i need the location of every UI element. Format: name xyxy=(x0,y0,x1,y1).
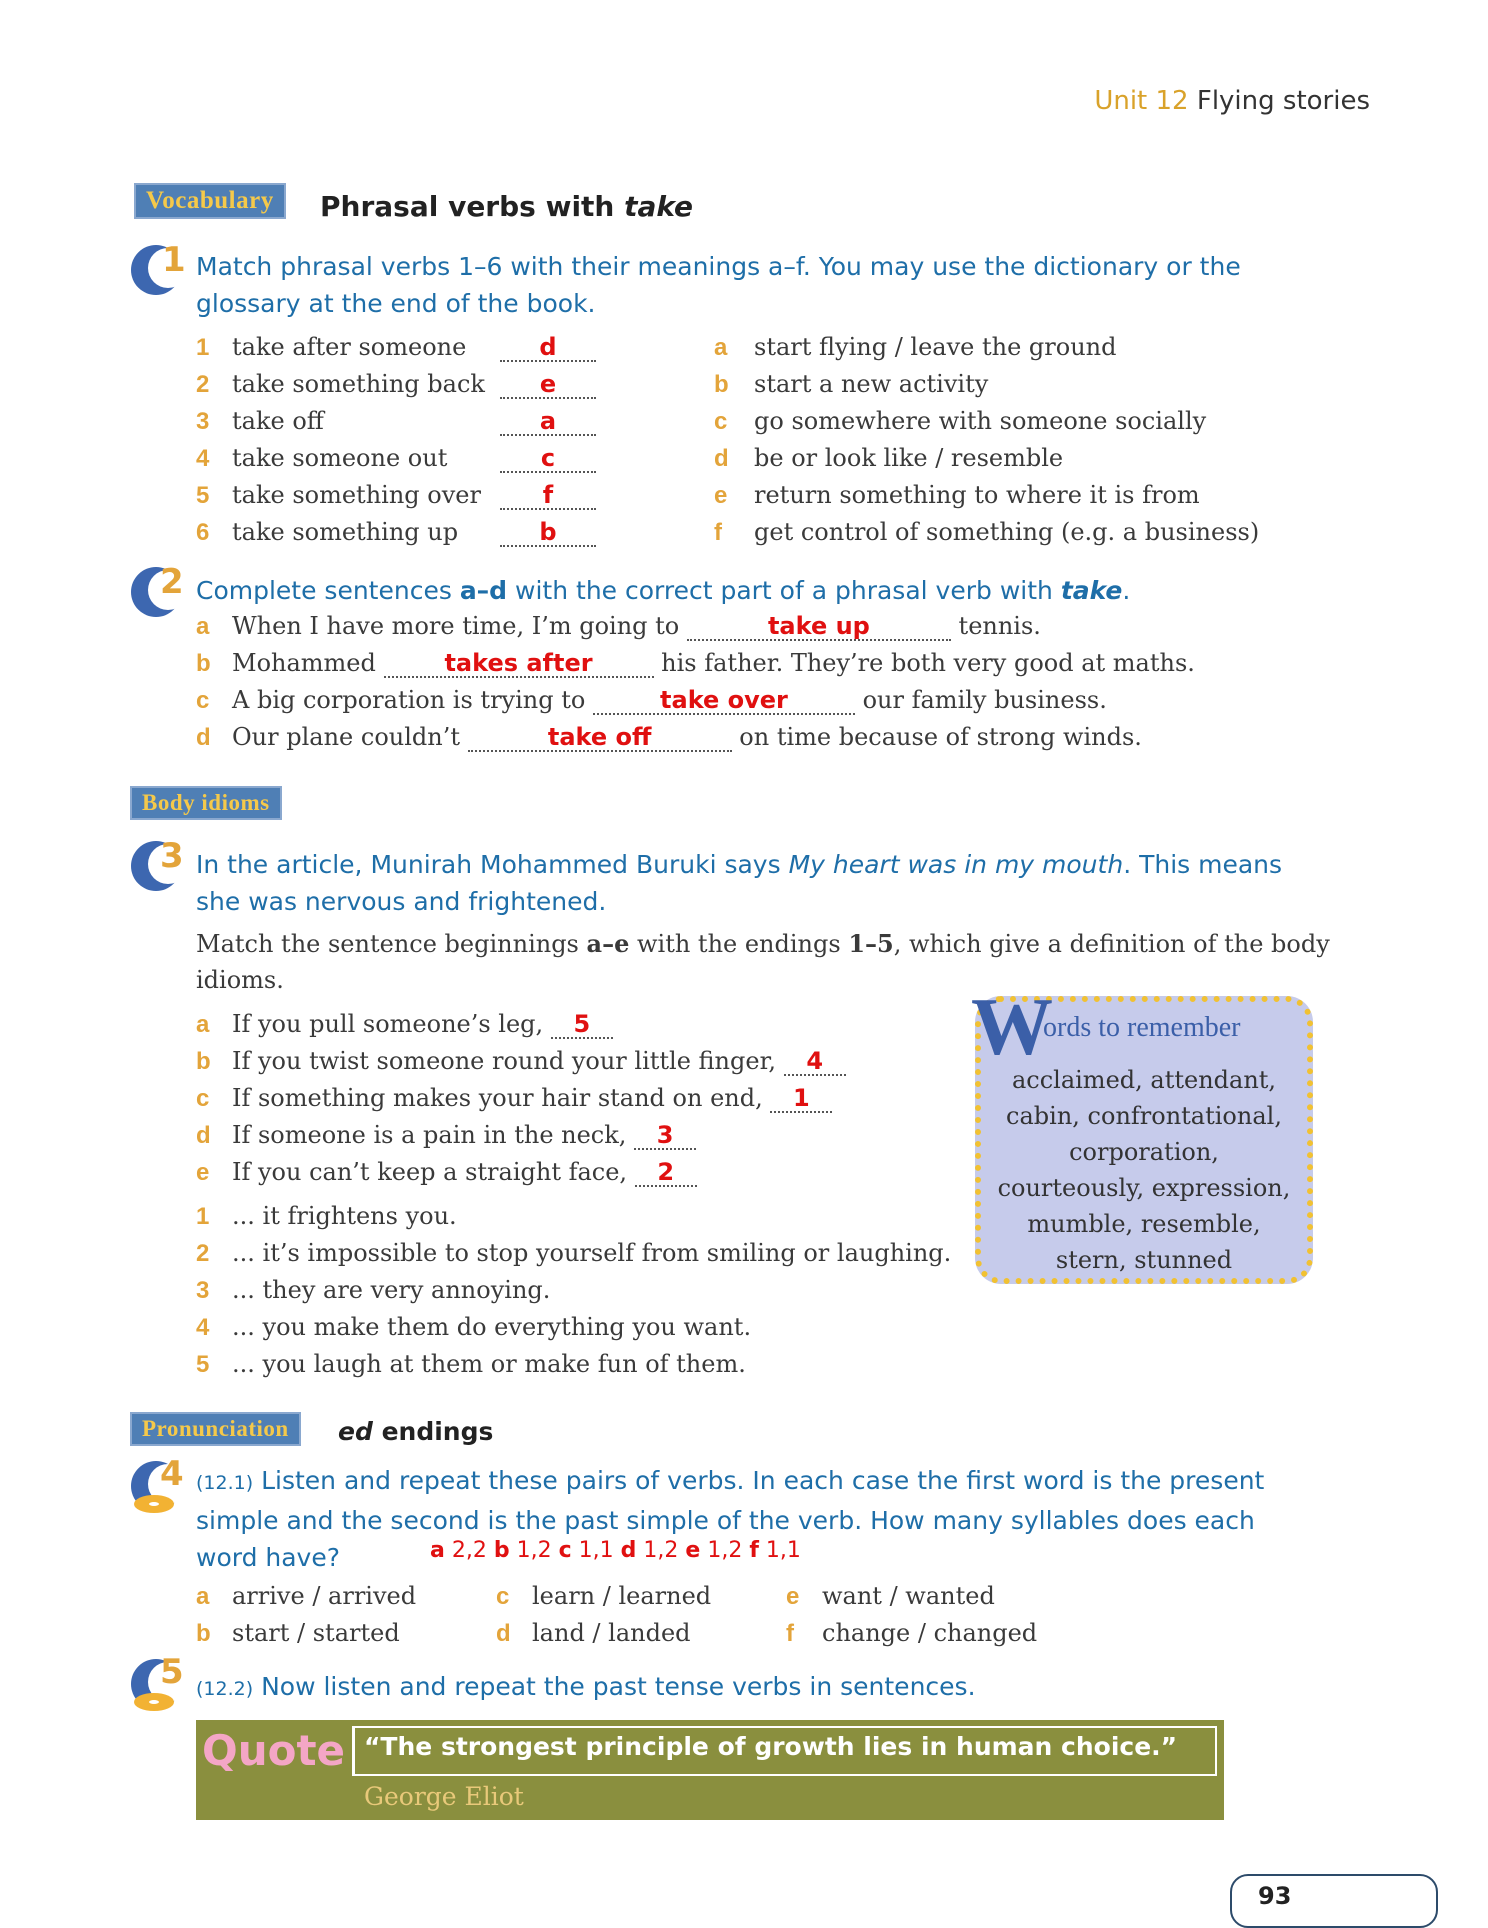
meaning-text: start flying / leave the ground xyxy=(754,333,1117,361)
meaning-letter: a xyxy=(714,334,728,361)
vocabulary-tag: Vocabulary xyxy=(134,183,286,219)
sentence-end: our family business. xyxy=(862,686,1107,714)
item-text: take off xyxy=(232,407,324,435)
answer-blank[interactable] xyxy=(500,371,596,399)
instr-part: Complete sentences xyxy=(196,576,460,605)
pron-title-text: endings xyxy=(372,1417,494,1446)
words-to-remember-box xyxy=(971,981,1313,1284)
idiom-letter: c xyxy=(196,1085,210,1112)
ex1-item xyxy=(196,514,596,551)
instr-em: My heart was in my mouth xyxy=(788,850,1124,879)
words-line: acclaimed, attendant, xyxy=(1011,1066,1277,1094)
item-number: 3 xyxy=(196,408,210,435)
quote-text: “The strongest principle of growth lies in human choice.” xyxy=(364,1732,1178,1761)
verb-pair xyxy=(496,1615,711,1652)
answer: 3 xyxy=(656,1121,674,1149)
exercise-2-instructions xyxy=(196,572,1130,609)
idiom-text: If something makes your hair stand on end, xyxy=(232,1084,763,1112)
answer-letter: c xyxy=(558,1538,572,1563)
instr-part: In the article, Munirah Mohammed Buruki says xyxy=(196,850,789,879)
answer-blank[interactable] xyxy=(770,1085,832,1113)
pair-letter: a xyxy=(196,1583,210,1610)
words-line: stern, stunned xyxy=(1055,1246,1233,1274)
meaning-letter: c xyxy=(714,408,728,435)
exercise-1-meanings xyxy=(714,329,1259,551)
exercise-3-beginnings xyxy=(196,1006,846,1191)
answer: 5 xyxy=(573,1010,591,1038)
answer: take over xyxy=(660,686,788,714)
meaning-letter: e xyxy=(714,482,728,509)
ending-text: ... it frightens you. xyxy=(232,1202,457,1230)
answer-value: 1,2 xyxy=(707,1538,743,1563)
answer: e xyxy=(539,370,557,398)
words-line: corporation, xyxy=(1069,1138,1219,1166)
verb-pair xyxy=(786,1578,1037,1615)
pron-title-em: ed xyxy=(338,1417,373,1446)
answer-letter: d xyxy=(620,1538,637,1563)
idiom-ending xyxy=(196,1198,951,1235)
sentence-end: on time because of strong winds. xyxy=(739,723,1142,751)
answer: take up xyxy=(767,612,870,640)
instr-part: . xyxy=(1122,576,1131,605)
meaning-letter: d xyxy=(714,445,729,472)
ending-number: 4 xyxy=(196,1314,210,1341)
pair-letter: d xyxy=(496,1620,511,1647)
instr-part: simple and the second is the past simple of the verb. How many syllables does each xyxy=(196,1506,1255,1535)
answer-letter: f xyxy=(749,1538,759,1563)
ex2-sentence xyxy=(196,719,1195,756)
exercise-2-sentences xyxy=(196,608,1195,756)
idiom-ending xyxy=(196,1235,951,1272)
pair-text: arrive / arrived xyxy=(232,1582,417,1610)
answer-blank[interactable] xyxy=(500,445,596,473)
words-line: mumble, resemble, xyxy=(1027,1210,1261,1238)
meaning-item xyxy=(714,440,1259,477)
sentence-start: When I have more time, I’m going to xyxy=(232,612,680,640)
pronunciation-tag: Pronunciation xyxy=(130,1412,301,1446)
page-number: 93 xyxy=(1258,1882,1292,1910)
exercise-3-subinstructions xyxy=(196,926,1330,998)
answer-value: 1,1 xyxy=(765,1538,801,1563)
exercise-3-instructions xyxy=(196,846,1282,920)
item-text: take something over xyxy=(232,481,481,509)
vocab-title-text: Phrasal verbs with xyxy=(320,190,625,223)
exercise-4-pairs-col3 xyxy=(786,1578,1037,1652)
exercise-3-number: 3 xyxy=(160,836,184,876)
answer-value: 1,2 xyxy=(643,1538,679,1563)
ex1-item xyxy=(196,477,596,514)
idiom-letter: b xyxy=(196,1048,211,1075)
answer-letter: a xyxy=(430,1538,445,1563)
unit-number: Unit 12 xyxy=(1094,86,1189,116)
answer-blank[interactable] xyxy=(551,1011,613,1039)
pair-letter: b xyxy=(196,1620,211,1647)
answer: f xyxy=(542,481,554,509)
answer-blank[interactable] xyxy=(468,724,732,752)
answer-value: 2,2 xyxy=(451,1538,487,1563)
words-line: courteously, expression, xyxy=(997,1174,1291,1202)
exercise-5-instructions xyxy=(196,1668,976,1708)
idiom-ending xyxy=(196,1272,951,1309)
ending-number: 3 xyxy=(196,1277,210,1304)
idiom-beginning xyxy=(196,1006,846,1043)
idiom-ending xyxy=(196,1346,951,1383)
ex2-sentence xyxy=(196,682,1195,719)
words-big-w: W xyxy=(971,981,1053,1072)
pair-letter: e xyxy=(786,1583,800,1610)
ending-number: 5 xyxy=(196,1351,210,1378)
idiom-beginning xyxy=(196,1154,846,1191)
answer: c xyxy=(540,444,556,472)
answer-blank[interactable] xyxy=(593,687,855,715)
exercise-3-endings xyxy=(196,1198,951,1383)
item-text: take someone out xyxy=(232,444,448,472)
exercise-1-number: 1 xyxy=(162,240,186,280)
sub-part: Match the sentence beginnings xyxy=(196,930,587,958)
unit-header xyxy=(1094,86,1370,116)
ex1-item xyxy=(196,366,596,403)
idiom-text: If you pull someone’s leg, xyxy=(232,1010,544,1038)
exercise-4-answer xyxy=(430,1538,801,1563)
instr-part: word have? xyxy=(196,1543,341,1572)
pair-letter: c xyxy=(496,1583,510,1610)
answer-blank[interactable] xyxy=(500,519,596,547)
exercise-4-number: 4 xyxy=(160,1454,184,1494)
answer-blank[interactable] xyxy=(784,1048,846,1076)
meaning-text: be or look like / resemble xyxy=(754,444,1064,472)
answer-blank[interactable] xyxy=(634,1122,696,1150)
quote-author: George Eliot xyxy=(364,1782,524,1811)
item-number: 6 xyxy=(196,519,210,546)
item-text: take after someone xyxy=(232,333,467,361)
instr-part: . This means xyxy=(1123,850,1283,879)
exercise-4-pairs-col2 xyxy=(496,1578,711,1652)
ending-text: ... they are very annoying. xyxy=(232,1276,551,1304)
ex1-item xyxy=(196,403,596,440)
sentence-end: his father. They’re both very good at maths. xyxy=(661,649,1195,677)
pronunciation-title xyxy=(338,1417,493,1446)
idiom-text: If you can’t keep a straight face, xyxy=(232,1158,628,1186)
verb-pair xyxy=(196,1615,416,1652)
answer-letter: e xyxy=(685,1538,701,1563)
instr-bold: a–d xyxy=(459,576,508,605)
track-number: (12.1) xyxy=(196,1472,254,1494)
answer-letter: b xyxy=(493,1538,510,1563)
ex1-item xyxy=(196,329,596,366)
idiom-text: If someone is a pain in the neck, xyxy=(232,1121,627,1149)
answer-blank[interactable] xyxy=(384,650,654,678)
words-line: cabin, confrontational, xyxy=(1006,1102,1282,1130)
words-list xyxy=(981,1062,1307,1278)
sentence-end: tennis. xyxy=(958,612,1041,640)
idiom-beginning xyxy=(196,1043,846,1080)
answer: 1 xyxy=(793,1084,810,1112)
sentence-start: A big corporation is trying to xyxy=(232,686,586,714)
ending-text: ... it’s impossible to stop yourself from smiling or laughing. xyxy=(232,1239,952,1267)
answer: 4 xyxy=(806,1047,824,1075)
exercise-4-pairs-col1 xyxy=(196,1578,416,1652)
unit-title: Flying stories xyxy=(1196,86,1370,116)
exercise-1-verbs xyxy=(196,329,596,551)
sentence-letter: b xyxy=(196,650,211,677)
idiom-letter: d xyxy=(196,1122,211,1149)
ex1-item xyxy=(196,440,596,477)
instr-part: she was nervous and frightened. xyxy=(196,887,607,916)
idiom-text: If you twist someone round your little finger, xyxy=(232,1047,777,1075)
exercise-1-instructions: Match phrasal verbs 1–6 with their meanings a–f. You may use the dictionary or the glossary at the end of the book. xyxy=(196,252,1241,318)
answer-value: 1,1 xyxy=(578,1538,614,1563)
body-idioms-tag: Body idioms xyxy=(130,786,282,820)
vocab-title-em: take xyxy=(624,190,694,223)
sentence-start: Our plane couldn’t xyxy=(232,723,460,751)
verb-pair xyxy=(786,1615,1037,1652)
answer-blank[interactable] xyxy=(500,334,596,362)
meaning-item xyxy=(714,403,1259,440)
sub-bold: a–e xyxy=(586,929,630,958)
exercise-2-number: 2 xyxy=(160,562,184,602)
words-title: ords to remember xyxy=(1043,1012,1241,1043)
pair-text: land / landed xyxy=(532,1619,691,1647)
pair-text: want / wanted xyxy=(822,1582,995,1610)
quote-label: Quote xyxy=(202,1726,346,1775)
meaning-item xyxy=(714,329,1259,366)
ending-text: ... you make them do everything you want. xyxy=(232,1313,752,1341)
item-number: 1 xyxy=(196,334,210,361)
pair-letter: f xyxy=(786,1620,794,1647)
pair-text: change / changed xyxy=(822,1619,1038,1647)
idiom-beginning xyxy=(196,1080,846,1117)
quote-box xyxy=(196,1720,1224,1820)
meaning-text: get control of something (e.g. a business) xyxy=(754,518,1260,546)
meaning-letter: b xyxy=(714,371,729,398)
vocabulary-section-title xyxy=(320,190,693,223)
pair-text: learn / learned xyxy=(532,1582,712,1610)
sub-part: with the endings xyxy=(629,930,849,958)
item-text: take something back xyxy=(232,370,485,398)
meaning-text: return something to where it is from xyxy=(754,481,1200,509)
idiom-letter: a xyxy=(196,1011,210,1038)
answer: 2 xyxy=(657,1158,675,1186)
idiom-ending xyxy=(196,1309,951,1346)
sentence-letter: c xyxy=(196,687,210,714)
answer-blank[interactable] xyxy=(500,408,596,436)
ending-text: ... you laugh at them or make fun of them. xyxy=(232,1350,746,1378)
sentence-letter: a xyxy=(196,613,210,640)
answer: takes after xyxy=(444,649,593,677)
sub-bold: 1–5 xyxy=(848,929,894,958)
idiom-beginning xyxy=(196,1117,846,1154)
meaning-item xyxy=(714,477,1259,514)
instr-part: Listen and repeat these pairs of verbs. In each case the first word is the present xyxy=(261,1466,1265,1495)
ex2-sentence xyxy=(196,645,1195,682)
verb-pair xyxy=(196,1578,416,1615)
instr-em: take xyxy=(1060,576,1123,605)
sub-part: , which give a definition of the body xyxy=(893,930,1330,958)
answer: d xyxy=(539,333,557,361)
ending-number: 2 xyxy=(196,1240,210,1267)
item-number: 2 xyxy=(196,371,210,398)
pair-text: start / started xyxy=(232,1619,400,1647)
instr-part: with the correct part of a phrasal verb with xyxy=(507,576,1061,605)
ending-number: 1 xyxy=(196,1203,210,1230)
item-number: 4 xyxy=(196,445,210,472)
meaning-item xyxy=(714,514,1259,551)
answer: take off xyxy=(547,723,652,751)
ex2-sentence xyxy=(196,608,1195,645)
sentence-letter: d xyxy=(196,724,211,751)
track-number: (12.2) xyxy=(196,1678,254,1700)
answer: b xyxy=(539,518,557,546)
answer-blank[interactable] xyxy=(687,613,951,641)
answer: a xyxy=(539,407,557,435)
answer-blank[interactable] xyxy=(635,1159,697,1187)
item-text: take something up xyxy=(232,518,459,546)
answer-value: 1,2 xyxy=(516,1538,552,1563)
instr-part: Now listen and repeat the past tense verbs in sentences. xyxy=(261,1672,976,1701)
answer-blank[interactable] xyxy=(500,482,596,510)
meaning-item xyxy=(714,366,1259,403)
verb-pair xyxy=(496,1578,711,1615)
meaning-text: start a new activity xyxy=(754,370,989,398)
exercise-5-number: 5 xyxy=(160,1652,184,1692)
idiom-letter: e xyxy=(196,1159,210,1186)
meaning-letter: f xyxy=(714,519,722,546)
page-number-box xyxy=(1230,1874,1438,1928)
sub-part: idioms. xyxy=(196,966,284,994)
sentence-start: Mohammed xyxy=(232,649,376,677)
item-number: 5 xyxy=(196,482,210,509)
meaning-text: go somewhere with someone socially xyxy=(754,407,1207,435)
